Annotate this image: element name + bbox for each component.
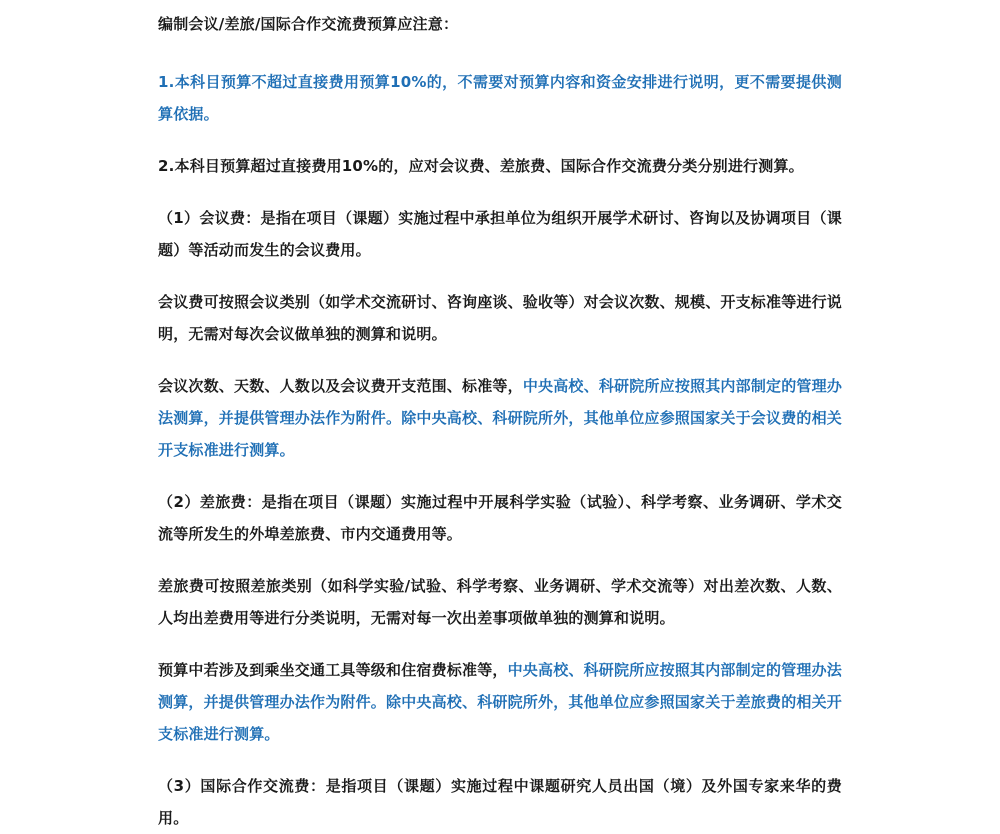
- paragraph-travel-fee-standard-highlight: 中央高校、科研院所应按照其内部制定的管理办法测算，并提供管理办法作为附件。除中央高校、科研院所外，其他单位应参照国家关于差旅费的相关开支标准进行测算。: [158, 661, 843, 743]
- paragraph-meeting-fee-definition: （1）会议费：是指在项目（课题）实施过程中承担单位为组织开展学术研讨、咨询以及协调项目（课题）等活动而发生的会议费用。: [158, 209, 842, 259]
- paragraph-international-exchange-definition: （3）国际合作交流费：是指项目（课题）实施过程中课题研究人员出国（境）及外国专家来华的费用。: [158, 777, 842, 827]
- paragraph-travel-fee-standard: [158, 654, 842, 750]
- paragraph-meeting-fee-standard: [158, 370, 842, 466]
- paragraph-travel-fee-standard-prefix: 预算中若涉及到乘坐交通工具等级和住宿费标准等，: [158, 661, 508, 679]
- paragraph-travel-fee-definition: （2）差旅费：是指在项目（课题）实施过程中开展科学实验（试验）、科学考察、业务调研、学术交流等所发生的外埠差旅费、市内交通费用等。: [158, 493, 842, 543]
- paragraph-item-1: 1.本科目预算不超过直接费用预算10%的，不需要对预算内容和资金安排进行说明，更不需要提供测算依据。: [158, 73, 842, 123]
- paragraph-meeting-fee-standard-highlight: 中央高校、科研院所应按照其内部制定的管理办法测算，并提供管理办法作为附件。除中央高校、科研院所外，其他单位应参照国家关于会议费的相关开支标准进行测算。: [158, 377, 843, 459]
- paragraph-item-2: 2.本科目预算超过直接费用10%的，应对会议费、差旅费、国际合作交流费分类分别进行测算。: [158, 157, 804, 175]
- page-title: 编制会议/差旅/国际合作交流费预算应注意：: [158, 15, 459, 33]
- paragraph-travel-fee-note: 差旅费可按照差旅类别（如科学实验/试验、科学考察、业务调研、学术交流等）对出差次数、人数、人均出差费用等进行分类说明，无需对每一次出差事项做单独的测算和说明。: [158, 577, 842, 627]
- paragraph-meeting-fee-note: 会议费可按照会议类别（如学术交流研讨、咨询座谈、验收等）对会议次数、规模、开支标准等进行说明，无需对每次会议做单独的测算和说明。: [158, 293, 843, 343]
- paragraph-meeting-fee-standard-prefix: 会议次数、天数、人数以及会议费开支范围、标准等，: [158, 377, 523, 395]
